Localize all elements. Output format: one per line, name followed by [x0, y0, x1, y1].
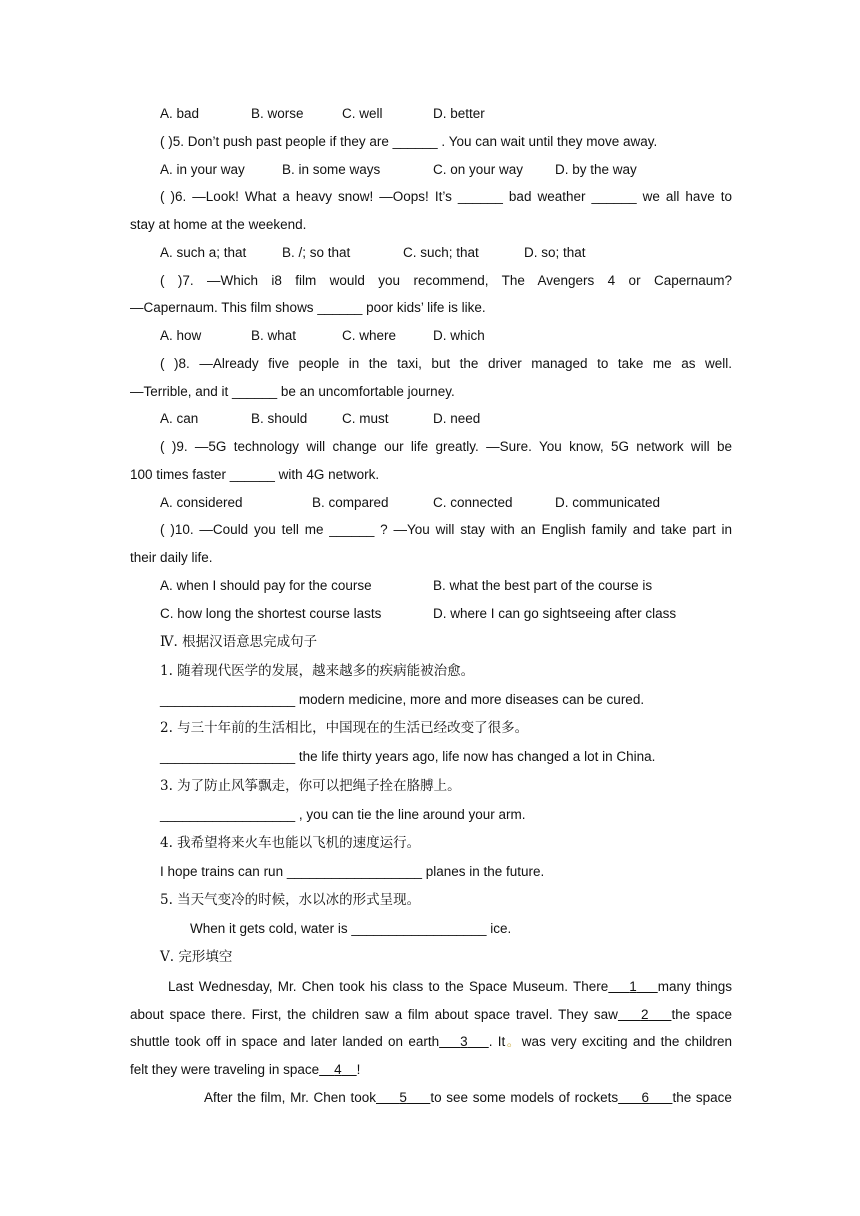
option-a: A. such a; that	[160, 245, 247, 260]
text: the space	[671, 1007, 732, 1022]
s4-item3-en: __________________ , you can tie the line around your arm.	[160, 807, 526, 822]
option-b: B. should	[251, 411, 308, 426]
option-b: B. in some ways	[282, 162, 381, 177]
s4-item4-cn: 4. 我希望将来火车也能以飞机的速度运行。	[160, 835, 421, 851]
option-b: B. worse	[251, 106, 304, 121]
option-a: A. considered	[160, 495, 243, 510]
option-a: A. in your way	[160, 162, 245, 177]
blank-number: 5	[399, 1090, 407, 1105]
q10-options-row1	[160, 576, 732, 596]
q5-options	[160, 160, 732, 180]
option-d: D. so; that	[524, 245, 586, 260]
option-d: D. communicated	[555, 495, 661, 510]
option-b: B. what	[251, 328, 297, 343]
cloze-p1-line4	[130, 1060, 732, 1080]
option-a: A. how	[160, 328, 202, 343]
blank-5	[376, 1090, 430, 1105]
text: was very exciting and the children	[521, 1034, 732, 1049]
q5-stem: ( )5. Don’t push past people if they are ______ . You can wait until they move away.	[160, 134, 658, 149]
q6-stem-line1: ( )6. —Look! What a heavy snow! —Oops! It’s ______ bad weather ______ we all have to	[160, 189, 732, 204]
option-d: D. need	[433, 411, 481, 426]
s4-item1-cn: 1. 随着现代医学的发展，越来越多的疾病能被治愈。	[160, 663, 475, 679]
q8-options	[160, 409, 732, 429]
blank-4	[319, 1062, 357, 1077]
option-d: D. better	[433, 106, 485, 121]
text: felt they were traveling in space	[130, 1062, 320, 1077]
option-c: C. where	[342, 328, 397, 343]
option-a: A. when I should pay for the course	[160, 578, 372, 593]
q9-options	[160, 493, 732, 513]
s4-item1-en: __________________ modern medicine, more and more diseases can be cured.	[160, 692, 645, 707]
s4-item2-cn: 2. 与三十年前的生活相比，中国现在的生活已经改变了很多。	[160, 720, 529, 736]
text: many things	[657, 979, 732, 994]
section5-title: Ⅴ. 完形填空	[160, 949, 233, 965]
cloze-p2-line1	[204, 1088, 732, 1108]
section4-title: Ⅳ. 根据汉语意思完成句子	[160, 634, 318, 650]
option-c: C. on your way	[433, 162, 524, 177]
q10-stem-line1: ( )10. —Could you tell me ______ ? —You will stay with an English family and take part in	[160, 522, 732, 537]
s4-item4-en: I hope trains can run __________________ planes in the future.	[160, 864, 545, 879]
text: shuttle took off in space and later landed on earth	[130, 1034, 440, 1049]
option-a: A. can	[160, 411, 199, 426]
q10-stem-line2: their daily life.	[130, 550, 213, 565]
cloze-p1-line3	[130, 1032, 732, 1052]
text: Last Wednesday, Mr. Chen took his class to the Space Museum. There	[168, 979, 609, 994]
q8-stem-line1: ( )8. —Already five people in the taxi, but the driver managed to take me as well.	[160, 356, 732, 371]
blank-number: 1	[629, 979, 637, 994]
q7-stem-line1: ( )7. —Which i8 film would you recommend, The Avengers 4 or Capernaum?	[160, 273, 732, 288]
blank-number: 6	[641, 1090, 650, 1105]
stray-mark: 。	[505, 1034, 522, 1049]
blank-6	[618, 1090, 672, 1105]
blank-2	[618, 1007, 672, 1022]
s4-item2-en: __________________ the life thirty years ago, life now has changed a lot in China.	[160, 749, 656, 764]
option-b: B. /; so that	[282, 245, 351, 260]
option-b: B. what the best part of the course is	[433, 578, 653, 593]
text: After the film, Mr. Chen took	[204, 1090, 376, 1105]
option-a: A. bad	[160, 106, 200, 121]
cloze-p1-line2	[130, 1005, 732, 1025]
option-c: C. how long the shortest course lasts	[160, 606, 382, 621]
s4-item3-cn: 3. 为了防止风筝飘走，你可以把绳子拴在胳膊上。	[160, 778, 461, 794]
blank-number: 3	[460, 1034, 468, 1049]
q8-stem-line2: —Terrible, and it ______ be an uncomfortable journey.	[130, 384, 455, 399]
blank-3	[439, 1034, 489, 1049]
option-c: C. such; that	[403, 245, 479, 260]
q9-stem-line2: 100 times faster ______ with 4G network.	[130, 467, 380, 482]
q7-options	[160, 326, 732, 346]
blank-1	[608, 979, 657, 994]
text: . It	[488, 1034, 506, 1049]
q4-options	[160, 104, 732, 124]
q9-stem-line1: ( )9. —5G technology will change our life greatly. —Sure. You know, 5G network will be	[160, 439, 732, 454]
option-c: C. well	[342, 106, 383, 121]
text: to see some models of rockets	[430, 1090, 619, 1105]
text: the space	[672, 1090, 732, 1105]
blank-number: 4	[334, 1062, 342, 1077]
cloze-p1-line1	[168, 977, 732, 997]
q7-stem-line2: —Capernaum. This film shows ______ poor kids’ life is like.	[130, 300, 486, 315]
option-b: B. compared	[312, 495, 389, 510]
option-d: D. where I can go sightseeing after class	[433, 606, 677, 621]
option-d: D. which	[433, 328, 485, 343]
q10-options-row2	[160, 604, 732, 624]
q6-stem-line2: stay at home at the weekend.	[130, 217, 307, 232]
s4-item5-en: When it gets cold, water is __________________ ice.	[190, 921, 512, 936]
q6-options	[160, 243, 732, 263]
text: !	[356, 1062, 361, 1077]
option-d: D. by the way	[555, 162, 637, 177]
option-c: C. connected	[433, 495, 513, 510]
blank-number: 2	[640, 1007, 649, 1022]
s4-item5-cn: 5. 当天气变冷的时候，水以冰的形式呈现。	[160, 892, 421, 908]
option-c: C. must	[342, 411, 389, 426]
text: about space there. First, the children saw a film about space travel. They saw	[130, 1007, 618, 1022]
